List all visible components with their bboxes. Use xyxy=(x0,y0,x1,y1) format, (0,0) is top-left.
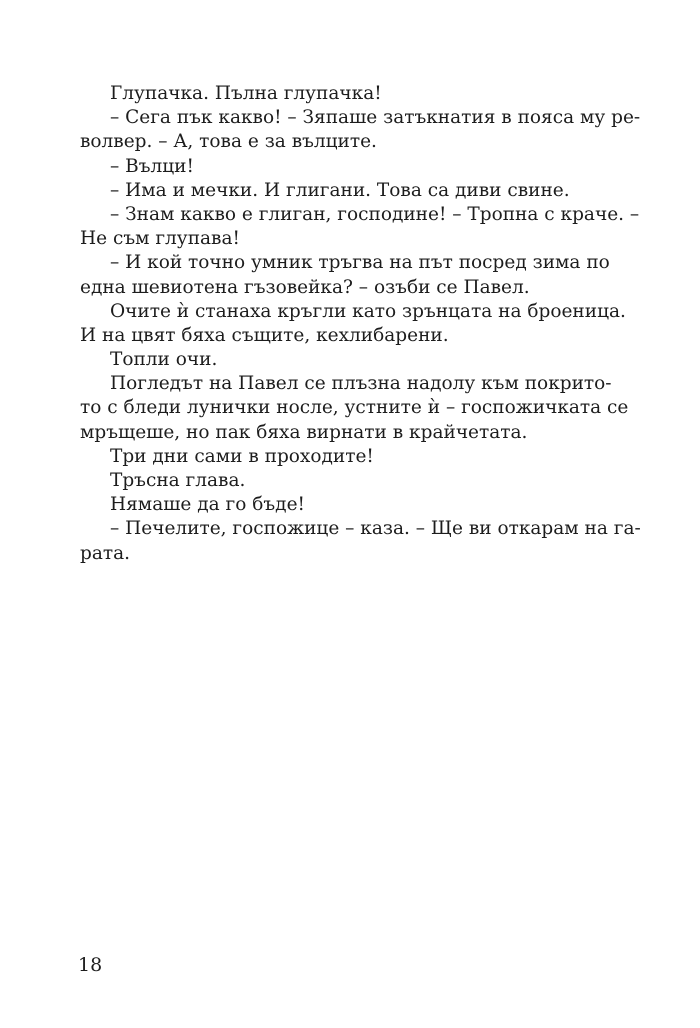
text-line: Очите ѝ станаха кръгли като зрънцата на броеница. xyxy=(110,300,626,322)
text-line: – Сега пък какво! – Зяпаше затъкнатия в пояса му ре- xyxy=(110,107,641,129)
text-line: – Знам какво е глиган, господине! – Тропна с краче. – xyxy=(110,203,640,225)
text-line: И на цвят бяха същите, кехлибарени. xyxy=(80,324,449,346)
text-line: мръщеше, но пак бяха вирнати в крайчетата. xyxy=(80,421,528,443)
text-line: – Печелите, госпожице – каза. – Ще ви откарам на га- xyxy=(110,518,641,540)
body-text xyxy=(80,82,641,566)
text-line: рата. xyxy=(80,542,131,564)
text-line: Топли очи. xyxy=(110,349,218,371)
text-line: – Вълци! xyxy=(110,155,194,177)
text-line: Глупачка. Пълна глупачка! xyxy=(110,83,382,104)
text-line: Тръсна глава. xyxy=(110,470,246,491)
text-line: – И кой точно умник тръгва на път посред зима по xyxy=(110,252,610,274)
text-line: Нямаше да го бъде! xyxy=(110,494,305,516)
text-line: волвер. – А, това е за вълците. xyxy=(80,131,377,153)
text-line: Три дни сами в проходите! xyxy=(110,445,374,467)
text-line: – Има и мечки. И глигани. Това са диви свине. xyxy=(110,179,570,201)
page-number: 18 xyxy=(78,954,103,976)
text-line: една шевиотена гъзовейка? – озъби се Павел. xyxy=(80,276,530,298)
text-line: то с бледи лунички носле, устните ѝ – госпожичката се xyxy=(80,397,629,419)
text-line: Погледът на Павел се плъзна надолу към покрито- xyxy=(110,373,612,395)
text-line: Не съм глупава! xyxy=(80,228,240,250)
